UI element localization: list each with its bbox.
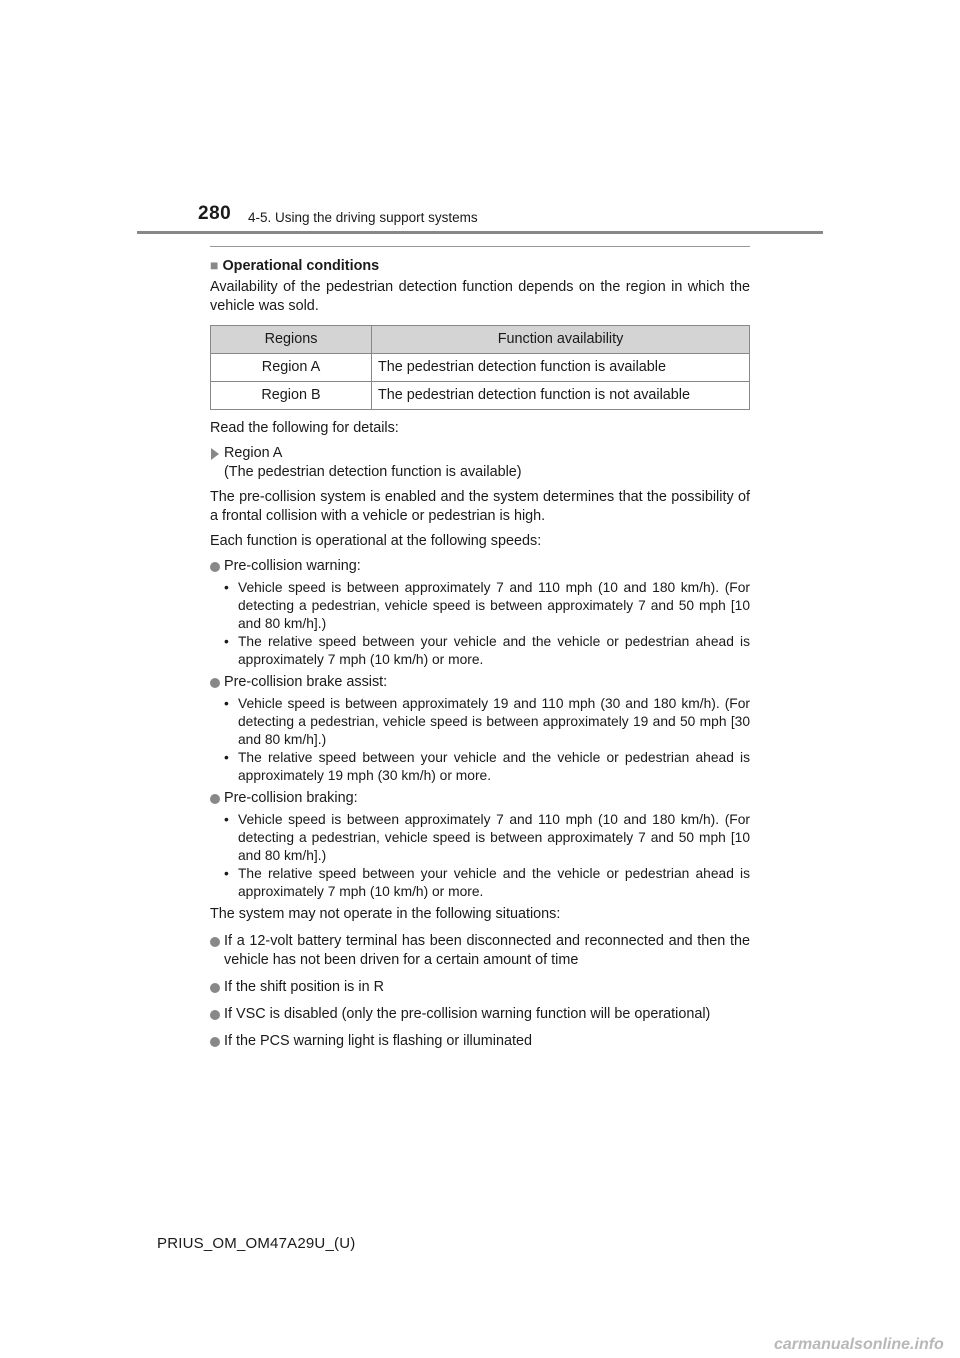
table-header-row [211, 326, 750, 354]
function-bullet-list [210, 811, 750, 901]
function-bullet-list [210, 579, 750, 669]
read-details: Read the following for details: [210, 420, 399, 436]
circle-bullet-icon [210, 937, 220, 947]
table-row [211, 354, 750, 382]
function-bullet-list [210, 695, 750, 785]
intro-paragraph: Availability of the pedestrian detection function depends on the region in which the vehicle was sold. [210, 279, 750, 314]
arrow-right-icon [211, 448, 219, 460]
bullet-dot-icon: • [224, 866, 229, 881]
situation-item [210, 1032, 750, 1051]
list-item-text: Vehicle speed is between approximately 19 and 110 mph (30 and 180 km/h). (For detecting a pedestrian, vehicle speed is between approximately 19 and 50 mph [30 and 80 km/h].) [238, 696, 750, 747]
square-marker-icon: ■ [210, 257, 219, 273]
situation-text: If the shift position is in R [224, 979, 384, 995]
bullet-dot-icon: • [224, 580, 229, 595]
table-cell-function: The pedestrian detection function is not available [372, 382, 750, 410]
not-operate-intro: The system may not operate in the following situations: [210, 906, 561, 922]
bullet-dot-icon: • [224, 750, 229, 765]
bullet-dot-icon: • [224, 634, 229, 649]
circle-bullet-icon [210, 983, 220, 993]
circle-bullet-icon [210, 1037, 220, 1047]
circle-bullet-icon [210, 1010, 220, 1020]
situation-item [210, 932, 750, 970]
main-content [210, 256, 750, 1059]
situation-text: If VSC is disabled (only the pre-collision warning function will be operational) [224, 1006, 711, 1022]
list-item-text: Vehicle speed is between approximately 7 and 110 mph (10 and 180 km/h). (For detecting a pedestrian, vehicle speed is between approximately 7 and 50 mph [10 and 80 km/h].) [238, 580, 750, 631]
regions-table [210, 325, 750, 410]
situation-item [210, 978, 750, 997]
situation-text: If a 12-volt battery terminal has been disconnected and reconnected and then the vehicle has not been driven for a certain amount of time [224, 933, 750, 968]
list-item-text: The relative speed between your vehicle and the vehicle or pedestrian ahead is approximately 7 mph (10 km/h) or more. [238, 634, 750, 667]
bullet-dot-icon: • [224, 812, 229, 827]
document-code: PRIUS_OM_OM47A29U_(U) [157, 1235, 356, 1252]
list-item [224, 579, 750, 633]
speeds-intro: Each function is operational at the following speeds: [210, 533, 542, 549]
situation-text: If the PCS warning light is flashing or illuminated [224, 1033, 532, 1049]
region-a-body: The pre-collision system is enabled and the system determines that the possibility of a frontal collision with a vehicle or pedestrian is high. [210, 489, 750, 524]
table-cell-function: The pedestrian detection function is available [372, 354, 750, 382]
operational-heading [210, 256, 750, 276]
list-item [224, 865, 750, 901]
page-number: 280 [198, 203, 232, 224]
header-rule [137, 231, 823, 234]
function-item [210, 789, 750, 808]
list-item-text: Vehicle speed is between approximately 7 and 110 mph (10 and 180 km/h). (For detecting a pedestrian, vehicle speed is between approximately 7 and 50 mph [10 and 80 km/h].) [238, 812, 750, 863]
section-title: 4-5. Using the driving support systems [248, 210, 478, 225]
list-item [224, 811, 750, 865]
table-cell-region: Region A [211, 354, 372, 382]
list-item-text: The relative speed between your vehicle and the vehicle or pedestrian ahead is approximately 19 mph (30 km/h) or more. [238, 750, 750, 783]
list-item [224, 695, 750, 749]
circle-bullet-icon [210, 678, 220, 688]
list-item-text: The relative speed between your vehicle and the vehicle or pedestrian ahead is approximately 7 mph (10 km/h) or more. [238, 866, 750, 899]
list-item [224, 749, 750, 785]
list-item [224, 633, 750, 669]
region-a-item [210, 444, 750, 482]
table-cell-region: Region B [211, 382, 372, 410]
operational-heading-text: Operational conditions [222, 258, 380, 274]
table-header-regions: Regions [211, 326, 372, 354]
watermark: carmanualsonline.info [774, 1336, 944, 1353]
circle-bullet-icon [210, 794, 220, 804]
function-name: Pre-collision warning: [224, 558, 361, 574]
sub-rule [210, 246, 750, 247]
region-a-subtitle: (The pedestrian detection function is available) [224, 464, 522, 480]
bullet-dot-icon: • [224, 696, 229, 711]
situation-item [210, 1005, 750, 1024]
function-name: Pre-collision brake assist: [224, 674, 388, 690]
function-item [210, 673, 750, 692]
function-name: Pre-collision braking: [224, 790, 358, 806]
function-item [210, 557, 750, 576]
circle-bullet-icon [210, 562, 220, 572]
table-row [211, 382, 750, 410]
table-header-function: Function availability [372, 326, 750, 354]
region-a-title: Region A [224, 445, 283, 461]
